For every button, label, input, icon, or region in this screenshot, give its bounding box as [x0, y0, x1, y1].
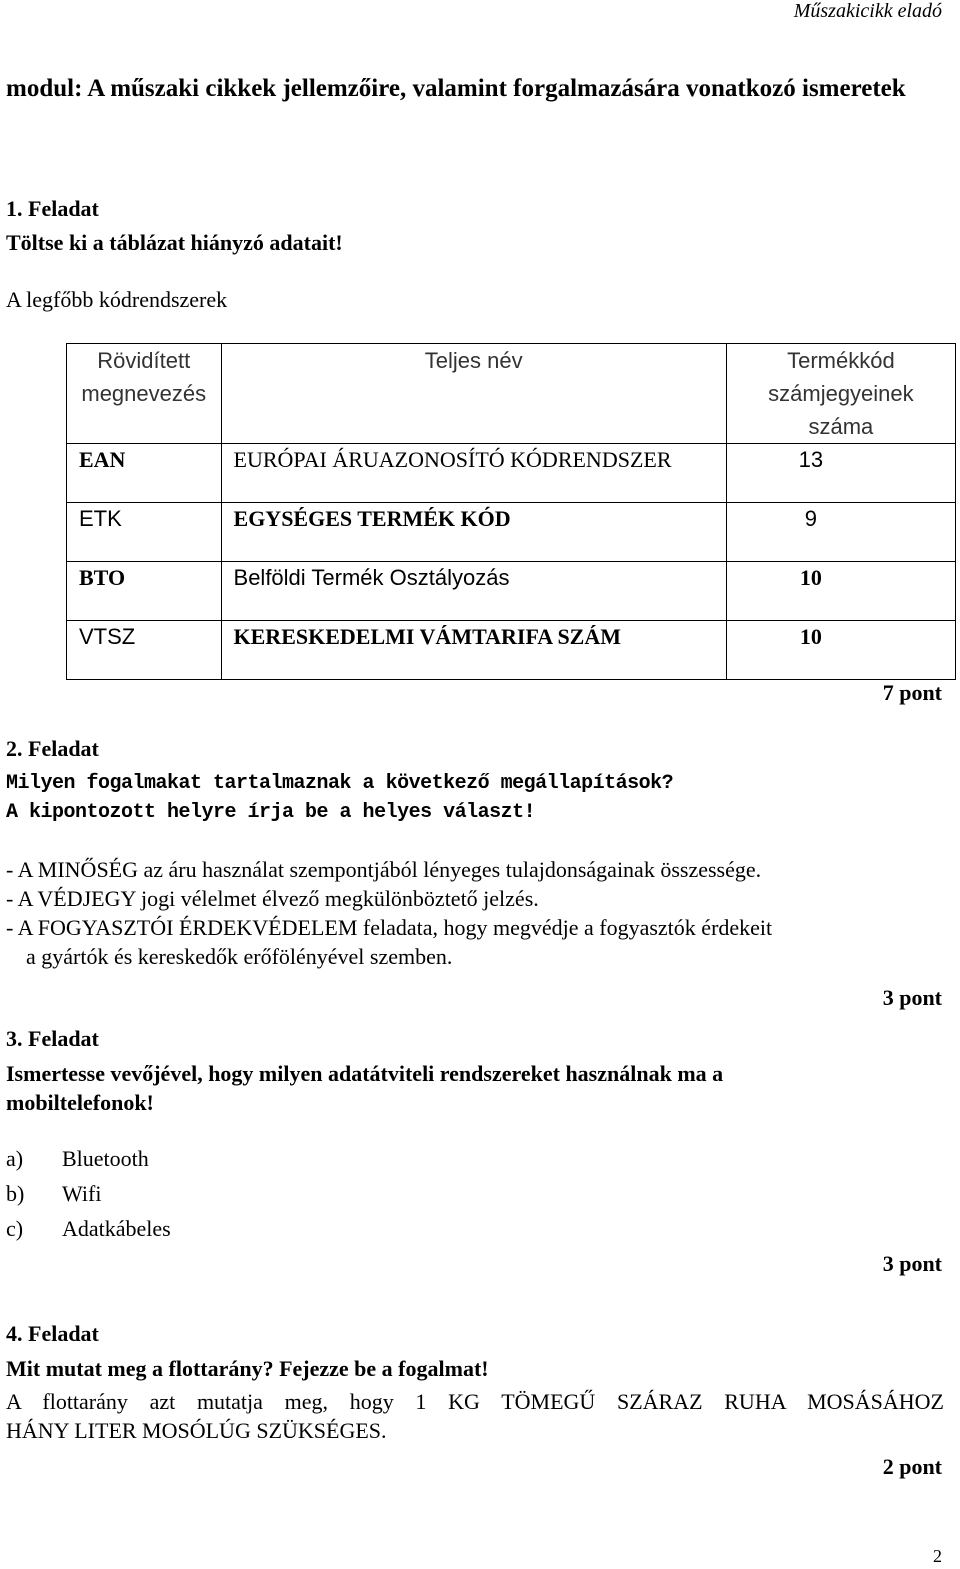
task2-item: - A MINŐSÉG az áru használat szempontjából lényeges tulajdonságainak összessége. [6, 857, 762, 882]
cell-digits: 13 [726, 444, 955, 503]
module-title: modul: A műszaki cikkek jellemzőire, valamint forgalmazására vonatkozó ismeretek [6, 75, 906, 102]
option-letter: b) [6, 1181, 25, 1206]
code-systems-table [66, 343, 956, 680]
cell-digits: 9 [726, 503, 955, 562]
table-row [67, 503, 956, 562]
task2-item: - A FOGYASZTÓI ÉRDEKVÉDELEM feladata, hogy megvédje a fogyasztók érdekeit [6, 915, 773, 940]
task3-question-line2: mobiltelefonok! [6, 1090, 154, 1115]
option-letter: a) [6, 1146, 24, 1171]
task2-question-line2: A kipontozott helyre írja be a helyes választ! [6, 801, 536, 824]
cell-abbr: VTSZ [67, 621, 222, 680]
option-text: Adatkábeles [62, 1216, 171, 1241]
option-text: Wifi [62, 1181, 102, 1206]
task4-title: 4. Feladat [6, 1321, 99, 1346]
cell-fullname: KERESKEDELMI VÁMTARIFA SZÁM [221, 621, 726, 680]
option-text: Bluetooth [62, 1146, 149, 1171]
table-caption: A legfőbb kódrendszerek [6, 287, 228, 312]
cell-fullname: EGYSÉGES TERMÉK KÓD [221, 503, 726, 562]
task2-item: - A VÉDJEGY jogi vélelmet élvező megkülönböztető jelzés. [6, 886, 539, 911]
task1-title: 1. Feladat [6, 196, 99, 221]
running-header: Műszakicikk eladó [793, 0, 942, 22]
cell-digits: 10 [726, 562, 955, 621]
page-number: 2 [933, 1546, 942, 1566]
task4-points: 2 pont [882, 1454, 942, 1479]
task4-question: Mit mutat meg a flottarány? Fejezze be a fogalmat! [6, 1356, 489, 1381]
table-row [67, 562, 956, 621]
task2-points: 3 pont [882, 985, 942, 1010]
option-item [6, 1181, 101, 1207]
task4-answer-line2: HÁNY LITER MOSÓLÚG SZÜKSÉGES. [6, 1418, 387, 1443]
cell-fullname: Belföldi Termék Osztályozás [221, 562, 726, 621]
task1-instruction: Töltse ki a táblázat hiányzó adatait! [6, 230, 343, 255]
task4-answer-line1: A flottarány azt mutatja meg, hogy 1 KG TÖMEGŰ SZÁRAZ RUHA MOSÁSÁHOZ [6, 1389, 944, 1414]
task3-title: 3. Feladat [6, 1026, 99, 1051]
cell-fullname: EURÓPAI ÁRUAZONOSÍTÓ KÓDRENDSZER [221, 444, 726, 503]
cell-abbr: ETK [67, 503, 222, 562]
option-item [6, 1216, 171, 1242]
option-item [6, 1146, 149, 1172]
option-letter: c) [6, 1216, 24, 1241]
col-header-digits: Termékkód számjegyeinek száma [726, 344, 955, 444]
task2-item-continuation: a gyártók és kereskedők erőfölényével szemben. [26, 944, 453, 969]
cell-abbr: EAN [67, 444, 222, 503]
table-header-row [67, 344, 956, 444]
task3-points: 3 pont [882, 1251, 942, 1276]
cell-abbr: BTO [67, 562, 222, 621]
task2-question-line1: Milyen fogalmakat tartalmaznak a következő megállapítások? [6, 772, 674, 795]
col-header-abbr: Rövidített megnevezés [67, 344, 222, 444]
col-header-fullname: Teljes név [221, 344, 726, 444]
task3-question-line1: Ismertesse vevőjével, hogy milyen adatátviteli rendszereket használnak ma a [6, 1061, 724, 1086]
cell-digits: 10 [726, 621, 955, 680]
table-row [67, 621, 956, 680]
task1-points: 7 pont [882, 680, 942, 705]
task2-title: 2. Feladat [6, 736, 99, 761]
table-row [67, 444, 956, 503]
